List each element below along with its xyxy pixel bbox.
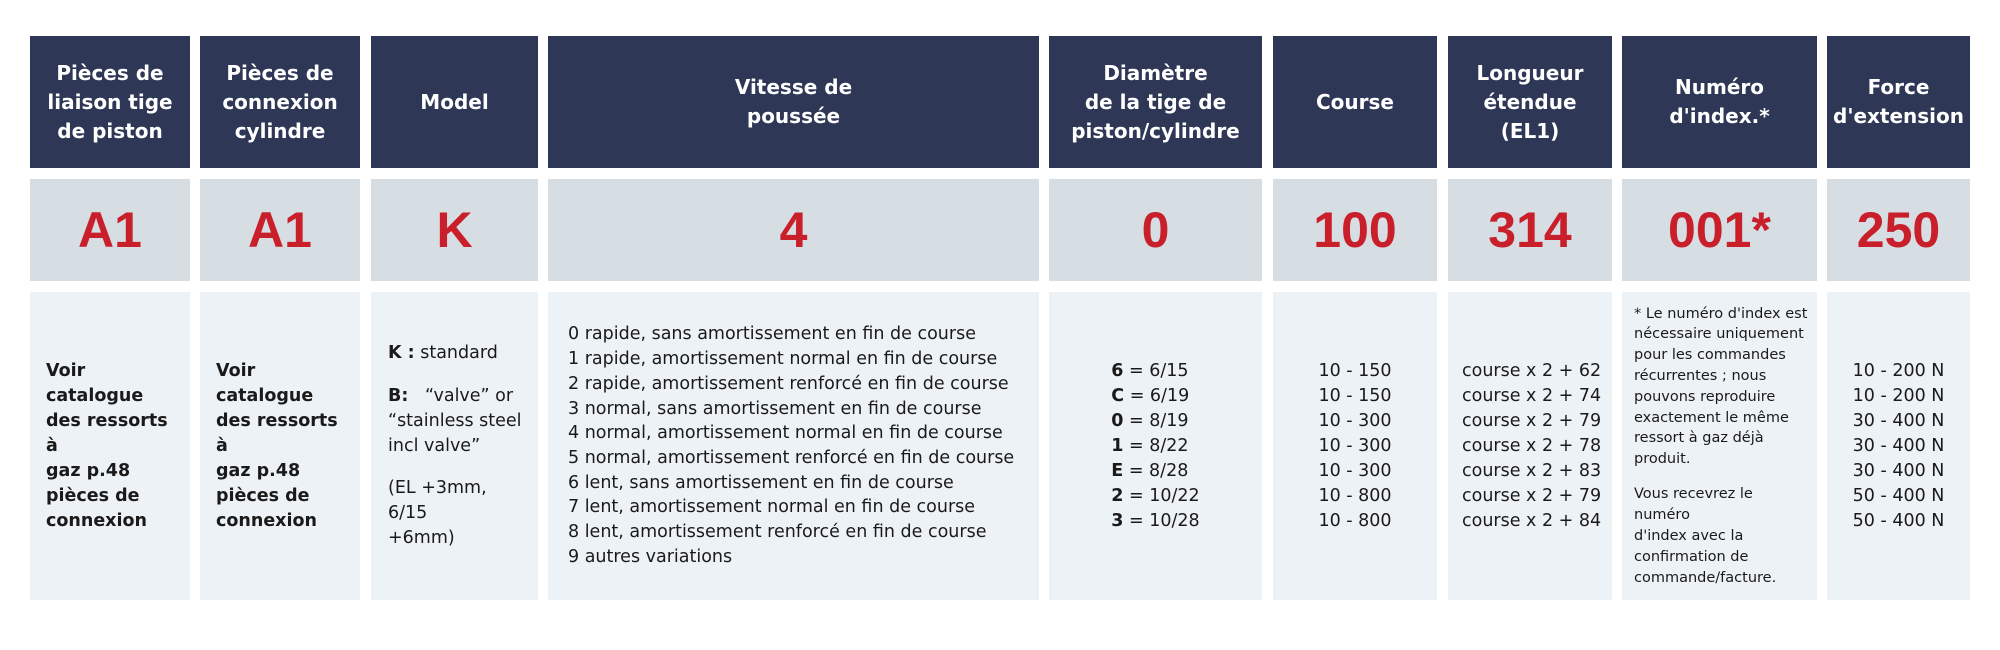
option-key: 1 (1111, 435, 1124, 456)
description-line: des ressorts à (216, 410, 338, 456)
description-diametre (1049, 292, 1262, 600)
model-option-b (388, 384, 524, 409)
header-line: Vitesse de (734, 75, 853, 99)
note-line: commande/facture. (1634, 569, 1777, 586)
description-line: gaz p.48 (46, 460, 131, 481)
header-line: connexion (222, 89, 338, 114)
description-model (371, 292, 538, 600)
description-line: gaz p.48 (216, 460, 301, 481)
course-range: 10 - 300 (1318, 435, 1392, 456)
note-line: * Le numéro d'index est (1634, 305, 1808, 322)
option-key: 2 (1111, 485, 1124, 506)
option-key: K : (388, 343, 415, 363)
course-list (1318, 359, 1391, 534)
description-force (1827, 292, 1970, 600)
header-line: Pièces de (56, 60, 164, 85)
description-vitesse (548, 292, 1039, 600)
description-line: pièces de (46, 485, 140, 506)
header-force (1827, 36, 1970, 168)
description-connexion-cylindre (200, 292, 360, 600)
diameter-option (1111, 409, 1199, 434)
code-connexion-cylindre: A1 (200, 179, 360, 281)
option-value: = 8/22 (1123, 435, 1189, 456)
description-line: +6mm) (388, 528, 455, 548)
header-line: Diamètre (1103, 60, 1208, 85)
speed-option: 1 rapide, amortissement normal en fin de course (568, 349, 998, 370)
code-longueur: 314 (1448, 179, 1612, 281)
option-key: 3 (1111, 510, 1124, 531)
course-range: 10 - 150 (1318, 385, 1392, 406)
diameter-list (1111, 359, 1199, 534)
header-line: Pièces de (226, 60, 334, 85)
speed-option: 6 lent, sans amortissement en fin de course (568, 472, 954, 493)
course-range: 10 - 300 (1318, 410, 1392, 431)
note-line: produit. (1634, 451, 1691, 468)
description-longueur (1448, 292, 1612, 600)
force-list (1853, 359, 1945, 534)
speed-option: 2 rapide, amortissement renforcé en fin de course (568, 373, 1009, 394)
option-value: = 8/28 (1123, 460, 1189, 481)
diameter-option (1111, 359, 1199, 384)
description-line: incl valve” (388, 435, 481, 456)
header-course (1273, 36, 1437, 168)
note-line: nécessaire uniquement (1634, 326, 1804, 343)
force-range: 50 - 400 N (1852, 485, 1945, 506)
description-line: des ressorts à (46, 410, 168, 456)
speed-option: 3 normal, sans amortissement en fin de course (568, 398, 982, 419)
diameter-option (1111, 509, 1199, 534)
column-force (1827, 36, 1970, 600)
code-course: 100 (1273, 179, 1437, 281)
header-line: Model (420, 89, 489, 114)
note-line: confirmation de (1634, 548, 1749, 565)
header-longueur (1448, 36, 1612, 168)
force-range: 10 - 200 N (1852, 360, 1945, 381)
code-vitesse: 4 (548, 179, 1039, 281)
option-key: C (1111, 385, 1125, 406)
option-value: standard (414, 343, 498, 363)
description-line: “stainless steel (388, 410, 522, 431)
speed-option: 9 autres variations (568, 546, 733, 567)
note-line (1634, 470, 1809, 485)
speed-option: 0 rapide, sans amortissement en fin de course (568, 324, 976, 345)
code-diametre: 0 (1049, 179, 1262, 281)
note-line: Vous recevrez le numéro (1634, 486, 1753, 524)
column-vitesse (548, 36, 1039, 600)
column-longueur (1448, 36, 1612, 600)
course-range: 10 - 800 (1318, 510, 1392, 531)
speed-option: 8 lent, amortissement renforcé en fin de course (568, 522, 987, 543)
column-model (371, 36, 538, 600)
header-line: d'extension (1833, 104, 1965, 128)
speed-option: 5 normal, amortissement renforcé en fin de course (568, 448, 1015, 468)
spacer (388, 366, 524, 384)
code-model: K (371, 179, 538, 281)
header-index (1622, 36, 1817, 168)
length-formula: course x 2 + 79 (1462, 410, 1602, 431)
option-value: “valve” or (425, 385, 514, 406)
header-line: poussée (746, 104, 841, 128)
note-line: ressort à gaz déjà (1634, 430, 1764, 447)
description-liaison-tige (30, 292, 190, 600)
option-value: = 6/15 (1123, 360, 1189, 381)
header-line: liaison tige (47, 89, 173, 114)
option-key: 6 (1111, 360, 1124, 381)
description-line: connexion (216, 510, 317, 531)
length-formula: course x 2 + 84 (1462, 510, 1602, 531)
force-range: 30 - 400 N (1852, 460, 1945, 481)
length-formula: course x 2 + 62 (1462, 360, 1602, 381)
force-range: 30 - 400 N (1852, 435, 1945, 456)
option-key: E (1111, 460, 1124, 481)
header-line: Force (1867, 75, 1930, 99)
header-vitesse (548, 36, 1039, 168)
header-line: piston/cylindre (1071, 118, 1240, 143)
description-line: Voir catalogue (216, 360, 314, 406)
diameter-option (1111, 459, 1199, 484)
header-line: Numéro (1675, 75, 1764, 99)
option-value: = 10/22 (1123, 485, 1200, 506)
description-line: (EL +3mm, 6/15 (388, 478, 487, 523)
speed-option: 7 lent, amortissement normal en fin de course (568, 497, 976, 518)
header-line: de la tige de (1084, 89, 1227, 114)
header-line: d'index.* (1669, 104, 1770, 128)
column-connexion-cylindre (200, 36, 360, 600)
header-line: cylindre (234, 118, 326, 143)
column-diametre (1049, 36, 1262, 600)
length-formula: course x 2 + 79 (1462, 485, 1602, 506)
code-liaison-tige: A1 (30, 179, 190, 281)
option-value: = 10/28 (1123, 510, 1200, 531)
diameter-option (1111, 384, 1199, 409)
force-range: 30 - 400 N (1852, 410, 1945, 431)
spacer (388, 459, 524, 477)
length-formula: course x 2 + 74 (1462, 385, 1602, 406)
header-line: Course (1316, 89, 1394, 114)
header-diametre (1049, 36, 1262, 168)
force-range: 50 - 400 N (1852, 510, 1945, 531)
description-line: Voir catalogue (46, 360, 144, 406)
header-line: Longueur (1476, 60, 1584, 85)
note-line: récurrentes ; nous (1634, 367, 1767, 384)
code-force: 250 (1827, 179, 1970, 281)
diameter-option (1111, 434, 1199, 459)
course-range: 10 - 300 (1318, 460, 1392, 481)
course-range: 10 - 800 (1318, 485, 1392, 506)
force-range: 10 - 200 N (1852, 385, 1945, 406)
course-range: 10 - 150 (1318, 360, 1392, 381)
option-value: = 8/19 (1123, 410, 1189, 431)
note-line: pouvons reproduire (1634, 388, 1776, 405)
column-liaison-tige (30, 36, 190, 600)
model-option-k (388, 341, 524, 366)
option-value: = 6/19 (1124, 385, 1190, 406)
length-formula: course x 2 + 78 (1462, 435, 1602, 456)
note-line: d'index avec la (1634, 528, 1744, 545)
code-index: 001* (1622, 179, 1817, 281)
header-model (371, 36, 538, 168)
note-line: pour les commandes (1634, 347, 1786, 364)
description-line: pièces de (216, 485, 310, 506)
header-connexion-cylindre (200, 36, 360, 168)
column-index (1622, 36, 1817, 600)
description-line: connexion (46, 510, 147, 531)
header-liaison-tige (30, 36, 190, 168)
option-key: B: (388, 385, 409, 406)
column-course (1273, 36, 1437, 600)
description-course (1273, 292, 1437, 600)
diameter-option (1111, 484, 1199, 509)
header-line: de piston (57, 118, 163, 143)
header-line: étendue (EL1) (1483, 89, 1577, 143)
length-formula: course x 2 + 83 (1462, 460, 1602, 481)
note-line: exactement le même (1634, 409, 1789, 426)
description-index (1622, 292, 1817, 600)
speed-option: 4 normal, amortissement normal en fin de course (568, 423, 1003, 444)
option-key: 0 (1111, 410, 1124, 431)
